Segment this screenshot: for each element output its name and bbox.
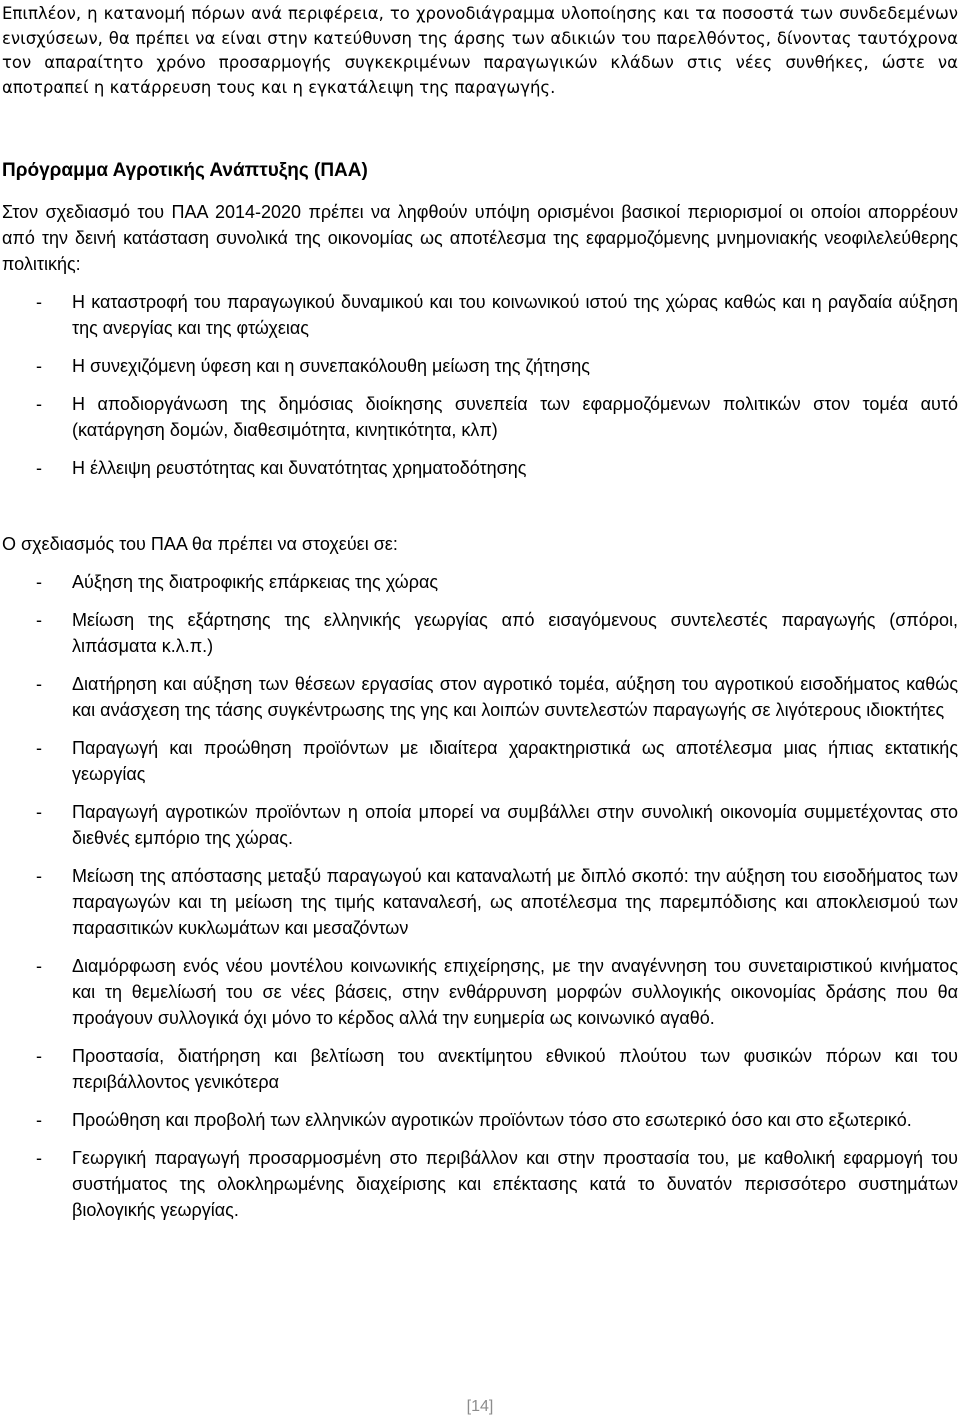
constraints-intro: Στον σχεδιασμό του ΠΑΑ 2014-2020 πρέπει να ληφθούν υπόψη ορισμένοι βασικοί περιορισμοί οι οποίοι απορρέουν από την δεινή κατάσταση συνολικά της οικονομίας ως αποτέλεσμα της εφαρμοζόμενης μνημονιακής νεοφιλελεύθερης πολιτικής: (2, 202, 958, 274)
list-dash: - (36, 956, 42, 976)
list-item: - Η συνεχιζόμενη ύφεση και η συνεπακόλουθη μείωση της ζήτησης (2, 353, 958, 379)
list-dash: - (36, 572, 42, 592)
list-dash: - (36, 458, 42, 478)
list-dash: - (36, 1148, 42, 1168)
list-item: - Διαμόρφωση ενός νέου μοντέλου κοινωνικής επιχείρησης, με την αναγέννηση του συνεταιριστικού κινήματος και τη θεμελίωσή του σε νέες βάσεις, στην ενθάρρυνση μορφών συλλογικής οικονομίας δράσης που θα προάγουν συλλογικά όχι μόνο το κέρδος αλλά την ευημερία ως κοινωνικό αγαθό. (2, 953, 958, 1031)
list-dash: - (36, 610, 42, 630)
list-item: - Αύξηση της διατροφικής επάρκειας της χώρας (2, 569, 958, 595)
list-dash: - (36, 1046, 42, 1066)
list-item: - Η έλλειψη ρευστότητας και δυνατότητας χρηματοδότησης (2, 455, 958, 481)
list-item: - Διατήρηση και αύξηση των θέσεων εργασίας στον αγροτικό τομέα, αύξηση του αγροτικού εισοδήματος καθώς και ανάσχεση της τάσης συγκέντρωσης της γης και λοιπών συντελεστών παραγωγής σε λιγότερους ιδιοκτήτες (2, 671, 958, 723)
list-dash: - (36, 292, 42, 312)
list-item: - Μείωση της απόστασης μεταξύ παραγωγού και καταναλωτή με διπλό σκοπό: την αύξηση του εισοδήματος των παραγωγών και τη μείωση της τιμής καταναλεσή, ως αποτέλεσμα της παρεμπόδισης και αποκλεισμού των παρασιτικών κυκλωμάτων και μεσαζόντων (2, 863, 958, 941)
list-dash: - (36, 866, 42, 886)
list-item: - Μείωση της εξάρτησης της ελληνικής γεωργίας από εισαγόμενους συντελεστές παραγωγής (σπόροι, λιπάσματα κ.λ.π.) (2, 607, 958, 659)
page-number: [14] (466, 1398, 494, 1415)
list-dash: - (36, 1110, 42, 1130)
list-dash: - (36, 674, 42, 694)
list-dash: - (36, 802, 42, 822)
list-dash: - (36, 738, 42, 758)
intro-paragraph: Επιπλέον, η κατανομή πόρων ανά περιφέρεια, το χρονοδιάγραμμα υλοποίησης και τα ποσοστά των συνδεδεμένων ενισχύσεων, θα πρέπει να είναι στην κατεύθυνση της άρσης των αδικιών του παρελθόντος, δίνοντας ταυτόχρονα τον απαραίτητο χρόνο προσαρμογής συγκεκριμένων παραγωγικών κλάδων στις νέες συνθήκες, ώστε να αποτραπεί η κατάρρευση τους και η εγκατάλειψη της παραγωγής. (2, 4, 958, 97)
list-item: - Προώθηση και προβολή των ελληνικών αγροτικών προϊόντων τόσο στο εσωτερικό όσο και στο εξωτερικό. (2, 1107, 958, 1133)
section-heading: Πρόγραμμα Αγροτικής Ανάπτυξης (ΠΑΑ) (2, 160, 368, 181)
list-item: - Προστασία, διατήρηση και βελτίωση του ανεκτίμητου εθνικού πλούτου των φυσικών πόρων και του περιβάλλοντος γενικότερα (2, 1043, 958, 1095)
list-item: - Η καταστροφή του παραγωγικού δυναμικού και του κοινωνικού ιστού της χώρας καθώς και η ραγδαία αύξηση της ανεργίας και της φτώχειας (2, 289, 958, 341)
constraints-list (2, 289, 958, 481)
list-item: - Γεωργική παραγωγή προσαρμοσμένη στο περιβάλλον και στην προστασία του, με καθολική εφαρμογή του συστήματος της ολοκληρωμένης διαχείρισης και επέκτασης κατά το δυνατόν περισσότερο συστημάτων βιολογικής γεωργίας. (2, 1145, 958, 1223)
goals-intro: Ο σχεδιασμός του ΠΑΑ θα πρέπει να στοχεύει σε: (2, 534, 398, 554)
list-item: - Παραγωγή και προώθηση προϊόντων με ιδιαίτερα χαρακτηριστικά ως αποτέλεσμα μιας ήπιας εκτατικής γεωργίας (2, 735, 958, 787)
list-dash: - (36, 394, 42, 414)
list-item: - Παραγωγή αγροτικών προϊόντων η οποία μπορεί να συμβάλλει στην συνολική οικονομία συμμετέχοντας στο διεθνές εμπόριο της χώρας. (2, 799, 958, 851)
goals-list (2, 569, 958, 1223)
list-dash: - (36, 356, 42, 376)
list-item: - Η αποδιοργάνωση της δημόσιας διοίκησης συνεπεία των εφαρμοζόμενων πολιτικών στον τομέα αυτό (κατάργηση δομών, διαθεσιμότητα, κινητικότητα, κλπ) (2, 391, 958, 443)
